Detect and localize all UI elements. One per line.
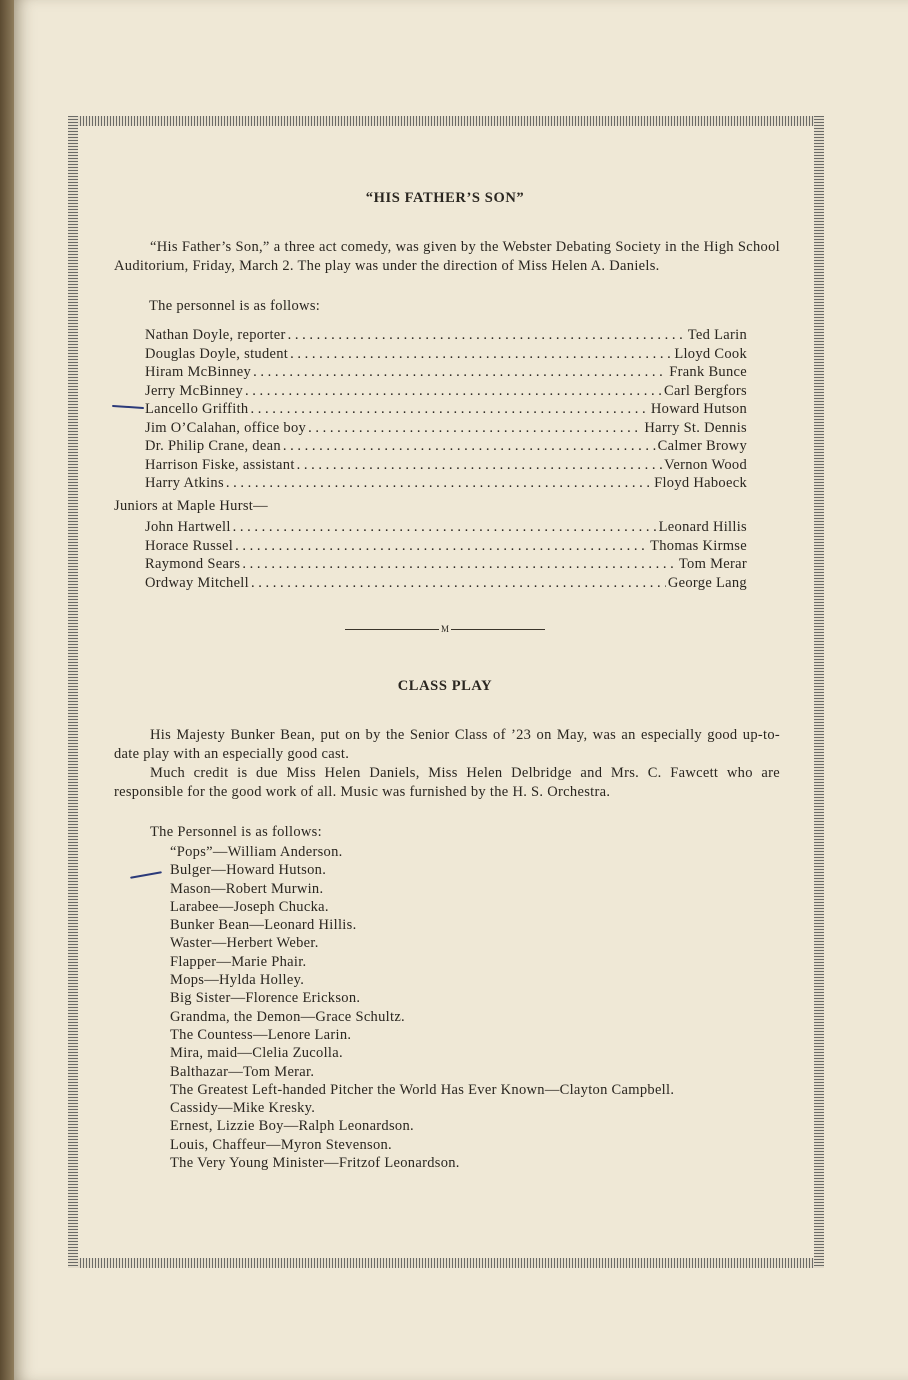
list-item: Mira, maid—Clelia Zucolla. — [170, 1045, 343, 1062]
cast-actor: Harry St. Dennis — [644, 419, 747, 436]
play2-title: CLASS PLAY — [397, 678, 493, 694]
cast-role: Jerry McBinney — [145, 382, 244, 399]
cast-role: Harrison Fiske, assistant — [145, 456, 295, 473]
cast-row — [145, 345, 747, 364]
dot-leader — [283, 437, 656, 456]
list-item: Grandma, the Demon—Grace Schultz. — [170, 1008, 405, 1025]
list-item: Balthazar—Tom Merar. — [170, 1063, 315, 1080]
cast-role: Nathan Doyle, reporter — [145, 327, 286, 343]
divider-line — [345, 629, 439, 630]
cast-role: Ordway Mitchell — [145, 574, 249, 591]
cast-actor: Vernon Wood — [664, 456, 747, 473]
cast-role: Harry Atkins — [145, 475, 224, 491]
dot-leader — [226, 474, 652, 493]
cast-role: Dr. Philip Crane, dean — [145, 438, 281, 454]
cast-role: Hiram McBinney — [145, 364, 252, 380]
cast-actor: Tom Merar — [678, 556, 747, 572]
dot-leader — [251, 574, 666, 593]
cast-row — [145, 437, 747, 456]
play1-cast-list — [145, 326, 747, 493]
divider-mark: M — [441, 624, 450, 634]
dot-leader — [233, 518, 657, 537]
list-item: “Pops”—William Anderson. — [170, 844, 343, 860]
juniors-heading: Juniors at Maple Hurst— — [114, 498, 268, 514]
play2-personnel-heading: The Personnel is as follows: — [150, 824, 322, 840]
cast-actor: Ted Larin — [687, 327, 747, 343]
cast-row — [145, 400, 747, 419]
list-item: Waster—Herbert Weber. — [170, 935, 319, 952]
list-item: Cassidy—Mike Kresky. — [170, 1100, 316, 1117]
ornamental-border-bottom — [68, 1258, 824, 1268]
cast-role: Horace Russel — [145, 537, 234, 554]
ornamental-border-top — [68, 116, 824, 126]
cast-role: Raymond Sears — [145, 556, 241, 572]
dot-leader — [308, 419, 642, 438]
cast-row — [145, 363, 747, 382]
play2-paragraph-1: His Majesty Bunker Bean, put on by the Senior Class of ’23 on May, was an especially good up-to-date play with an especially good cast. — [114, 727, 780, 762]
list-item: Big Sister—Florence Erickson. — [170, 990, 361, 1007]
cast-actor: Frank Bunce — [669, 364, 747, 380]
cast-row — [145, 537, 747, 556]
section-divider — [345, 622, 545, 636]
play1-intro: “His Father’s Son,” a three act comedy, was given by the Webster Debating Society in the High School Auditorium, Friday, March 2. The play was under the direction of Miss Helen A. Daniels. — [114, 239, 780, 274]
dot-leader — [245, 382, 662, 401]
cast-row — [145, 419, 747, 438]
dot-leader — [250, 400, 648, 419]
cast-row — [145, 326, 747, 345]
cast-actor: Lloyd Cook — [674, 345, 747, 362]
cast-row — [145, 382, 747, 401]
divider-line — [451, 629, 545, 630]
cast-row — [145, 474, 747, 493]
play1-personnel-heading: The personnel is as follows: — [149, 298, 321, 314]
cast-row — [145, 518, 747, 537]
cast-actor: Calmer Browy — [657, 438, 747, 454]
cast-row — [145, 574, 747, 593]
cast-row — [145, 555, 747, 574]
cast-role: Lancello Griffith — [145, 401, 249, 417]
cast-role: Douglas Doyle, student — [145, 345, 289, 362]
dot-leader — [297, 456, 663, 475]
list-item: Louis, Chaffeur—Myron Stevenson. — [170, 1136, 392, 1153]
list-item: Mason—Robert Murwin. — [170, 880, 324, 897]
cast-actor: George Lang — [667, 574, 747, 591]
cast-role: Jim O’Calahan, office boy — [145, 419, 307, 436]
cast-actor: Carl Bergfors — [664, 382, 747, 399]
dot-leader — [288, 326, 686, 345]
dot-leader — [235, 537, 648, 556]
list-item: Mops—Hylda Holley. — [170, 972, 305, 989]
cast-row — [145, 456, 747, 475]
dot-leader — [242, 555, 677, 574]
list-item: Bulger—Howard Hutson. — [170, 862, 327, 879]
cast-actor: Howard Hutson — [650, 401, 747, 417]
cast-actor: Leonard Hillis — [658, 519, 747, 535]
play2-paragraph-2: Much credit is due Miss Helen Daniels, Miss Helen Delbridge and Mrs. C. Fawcett who are responsible for the good work of all. Music was furnished by the H. S. Orchestra. — [114, 765, 780, 800]
list-item: The Countess—Lenore Larin. — [170, 1026, 352, 1043]
list-item: Flapper—Marie Phair. — [170, 953, 307, 970]
play2-cast-list — [170, 843, 782, 1172]
list-item: Larabee—Joseph Chucka. — [170, 898, 329, 915]
list-item: The Very Young Minister—Fritzof Leonardson. — [170, 1155, 460, 1172]
list-item: The Greatest Left-handed Pitcher the World Has Ever Known—Clayton Campbell. — [170, 1081, 675, 1098]
dot-leader — [253, 363, 667, 382]
dot-leader — [290, 345, 672, 364]
list-item: Bunker Bean—Leonard Hillis. — [170, 917, 357, 934]
cast-actor: Thomas Kirmse — [650, 537, 747, 554]
list-item: Ernest, Lizzie Boy—Ralph Leonardson. — [170, 1118, 414, 1135]
play1-title: “HIS FATHER’S SON” — [365, 190, 525, 206]
juniors-cast-list — [145, 518, 747, 592]
cast-role: John Hartwell — [145, 519, 231, 535]
cast-actor: Floyd Haboeck — [654, 475, 747, 491]
